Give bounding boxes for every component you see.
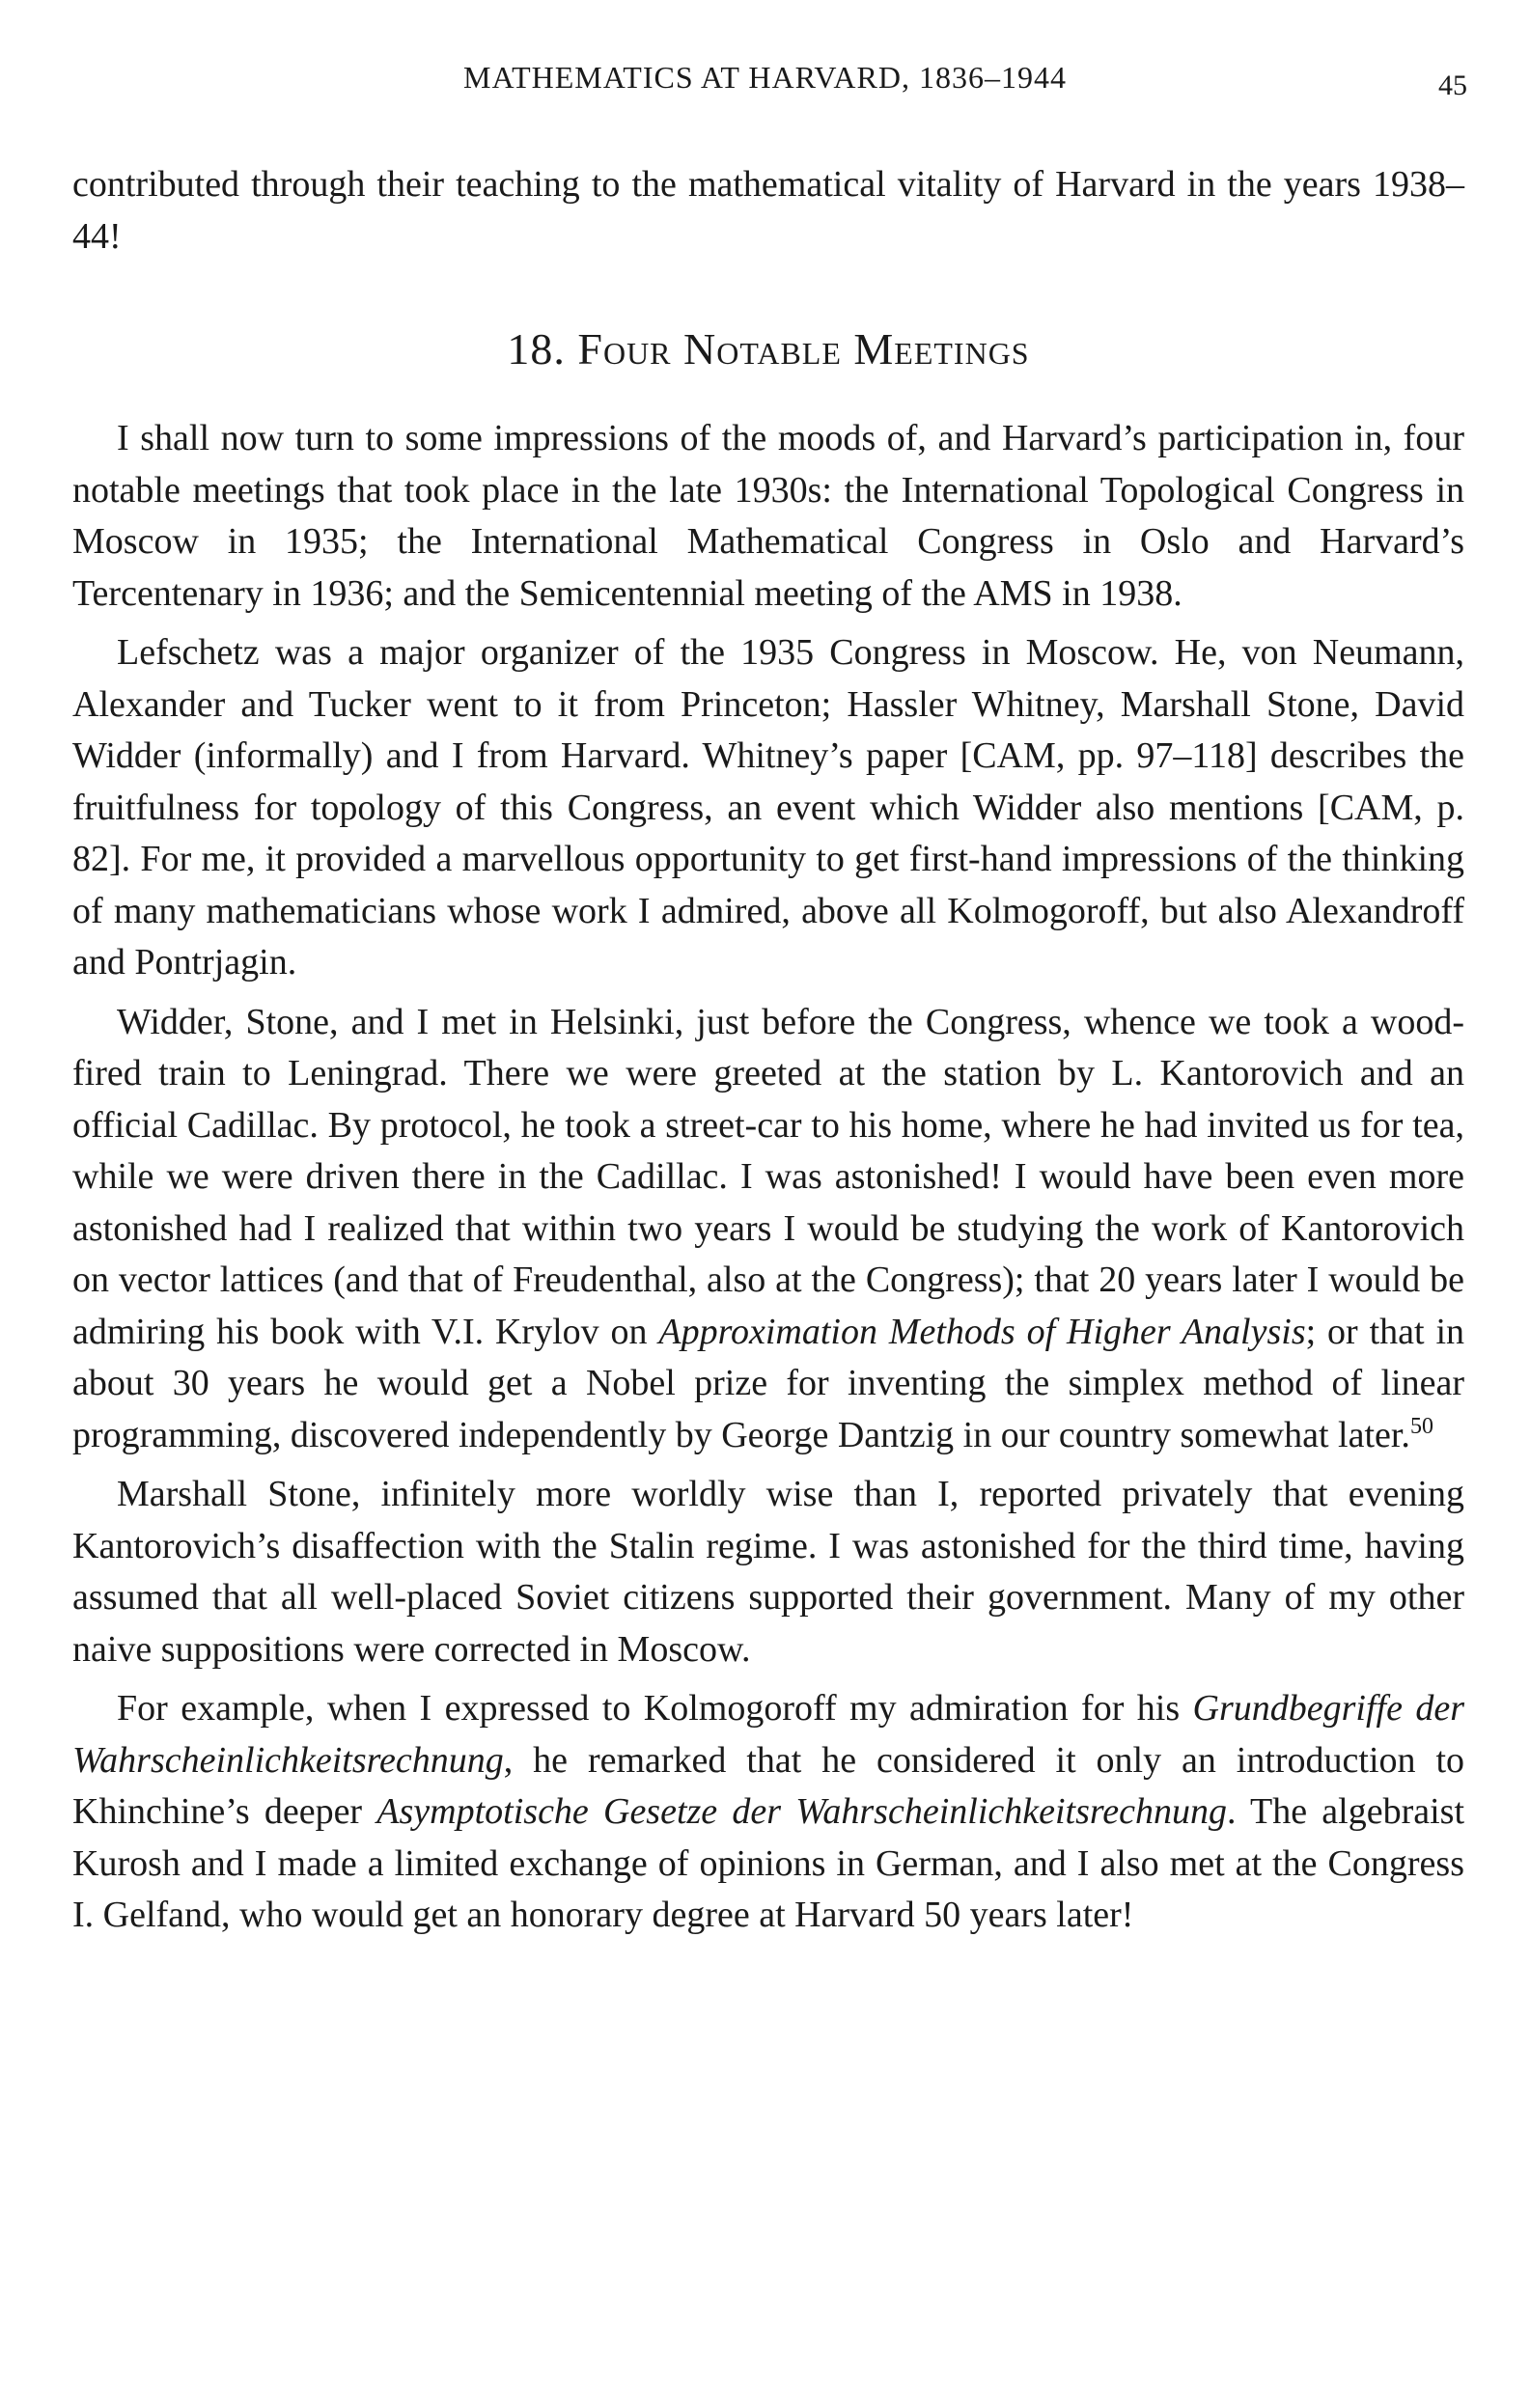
paragraph-moscow-congress: Lefschetz was a major organizer of the 1935 Congress in Moscow. He, von Neumann, Alexander and Tucker went to it from Princeton; Hassler Whitney, Marshall Stone, David Widder (informally) and I from Harvard. Whitney’s paper [CAM, pp. 97–118] describes the fruitfulness for topology of this Congress, an event which Widder also mentions [CAM, p. 82]. For me, it provided a marvellous opportunity to get first-hand impressions of the thinking of many mathematicians whose work I admired, above all Kolmogoroff, but also Alexandroff and Pontrjagin. xyxy=(72,632,1464,983)
paragraph-meetings-overview: I shall now turn to some impressions of the moods of, and Harvard’s participation in, four notable meetings that took place in the late 1930s: the International Topological Congress in Moscow in 1935; the International Mathematical Congress in Oslo and Harvard’s Tercentenary in 1936; and the Semicentennial meeting of the AMS in 1938. xyxy=(72,418,1464,614)
body-text xyxy=(72,159,1464,1942)
footnote-marker: 50 xyxy=(1409,1413,1433,1439)
running-header xyxy=(0,60,1530,108)
book-title: Grundbegriffe der Wahrscheinlichkeitsrechnung xyxy=(72,1688,1465,1781)
section-heading xyxy=(72,320,1464,378)
book-title: Approximation Methods of Higher Analysis xyxy=(658,1311,1306,1352)
paragraph-text: . The algebraist Kurosh and I made a limited exchange of opinions in German, and I also met at the Congress I. Gelfand, who would get an honorary degree at Harvard 50 years later! xyxy=(72,1791,1465,1935)
section-number: 18. xyxy=(507,324,566,374)
paragraph-kantorovich xyxy=(72,997,1464,1462)
section-title: Four Notable Meetings xyxy=(577,324,1030,374)
paragraph-stone: Marshall Stone, infinitely more worldly wise than I, reported privately that evening Kantorovich’s disaffection with the Stalin regime. I was astonished for the third time, having assumed that all well-placed Soviet citizens supported their government. Many of my other naive suppositions were corrected in Moscow. xyxy=(72,1474,1464,1670)
book-title: Asymptotische Gesetze der Wahrscheinlichkeitsrechnung xyxy=(376,1791,1227,1832)
paragraph-text: , he remarked that he considered it only an introduction to Khinchine’s deeper xyxy=(72,1739,1464,1832)
paragraph-text: ; or that in about 30 years he would get a Nobel prize for inventing the simplex method of linear programming, discovered independently by George Dantzig in our country somewhat later. xyxy=(72,1311,1464,1455)
continued-paragraph: contributed through their teaching to the mathematical vitality of Harvard in the years 1938–44! xyxy=(72,164,1464,257)
running-title: MATHEMATICS AT HARVARD, 1836–1944 xyxy=(463,60,1067,95)
paragraph-text: For example, when I expressed to Kolmogoroff my admiration for his xyxy=(117,1688,1181,1729)
paragraph-text: Widder, Stone, and I met in Helsinki, just before the Congress, whence we took a wood-fired train to Leningrad. There we were greeted at the station by L. Kantorovich and an official Cadillac. By protocol, he took a street-car to his home, where he had invited us for tea, while we were driven there in the Cadillac. I was astonished! I would have been even more astonished had I realized that within two years I would be studying the work of Kantorovich on vector lattices (and that of Freudenthal, also at the Congress); that 20 years later I would be admiring his book with V.I. Krylov on xyxy=(72,1001,1464,1352)
page-number: 45 xyxy=(1438,69,1467,101)
paragraph-kolmogoroff xyxy=(72,1683,1464,1942)
